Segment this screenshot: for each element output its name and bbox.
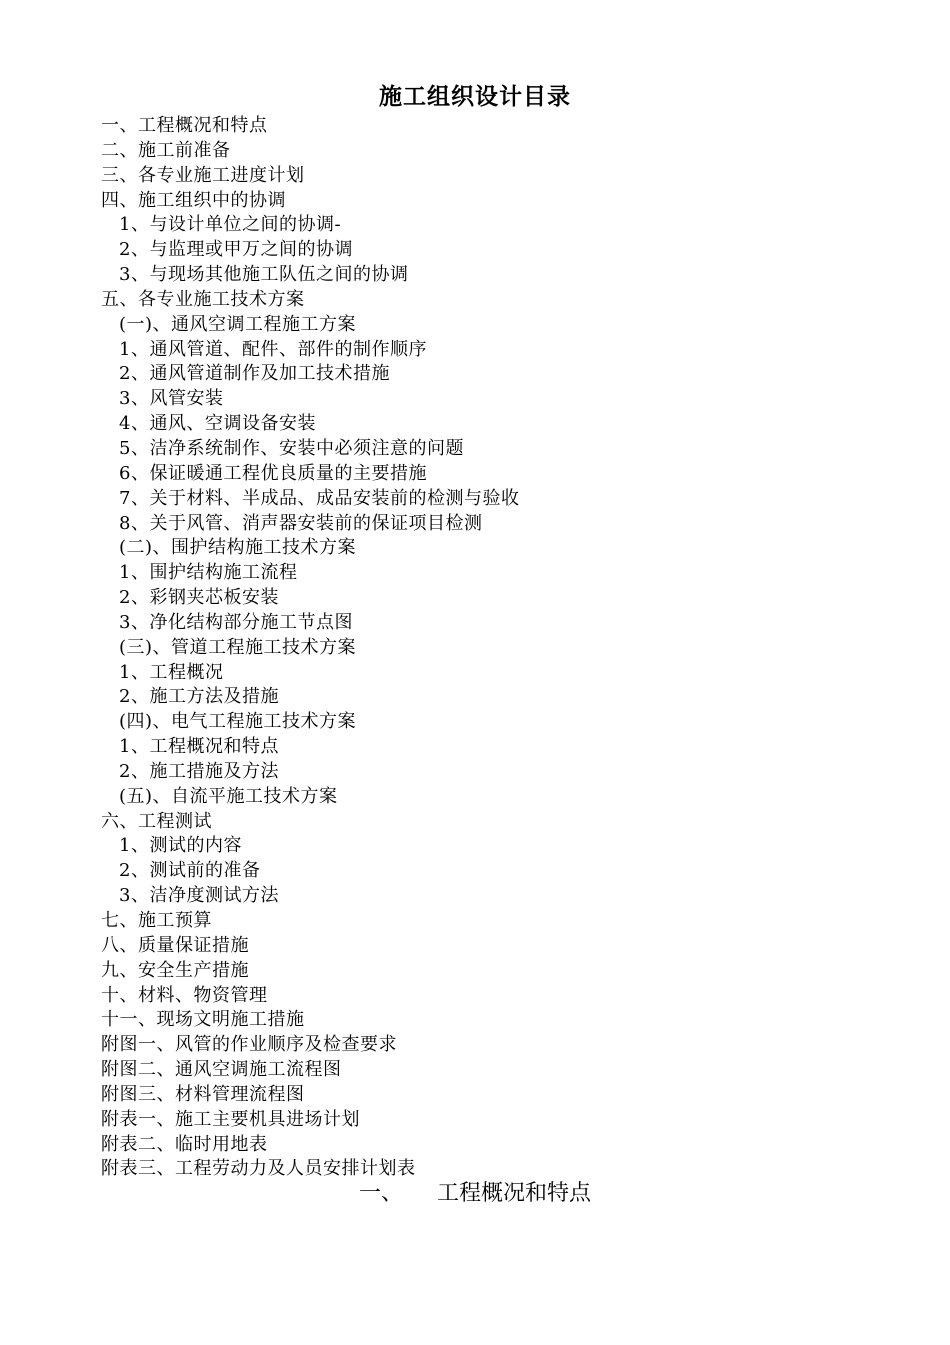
toc-subentry: 5、洁净系统制作、安装中必须注意的问题 xyxy=(119,437,464,459)
toc-entry: 附图三、材料管理流程图 xyxy=(101,1083,305,1105)
toc-subentry: 3、风管安装 xyxy=(119,388,224,410)
toc-entry: 附表一、施工主要机具进场计划 xyxy=(101,1108,360,1130)
toc-subentry: (一)、通风空调工程施工方案 xyxy=(119,313,357,335)
toc-entry: 附表三、工程劳动力及人员安排计划表 xyxy=(101,1158,416,1180)
toc-subentry: 6、保证暖通工程优良质量的主要措施 xyxy=(119,462,427,484)
toc-subentry: 2、彩钢夹芯板安装 xyxy=(119,587,279,609)
toc-entry: 三、各专业施工进度计划 xyxy=(101,164,305,186)
section-heading-number: 一、 xyxy=(358,1181,403,1206)
toc-subentry: 2、施工措施及方法 xyxy=(119,760,279,782)
toc-subentry: 2、施工方法及措施 xyxy=(119,686,279,708)
toc-entry: 六、工程测试 xyxy=(101,810,212,832)
toc-subentry: 8、关于风管、消声器安装前的保证项目检测 xyxy=(119,512,483,534)
toc-entry: 十一、现场文明施工措施 xyxy=(101,1009,305,1031)
toc-entry: 八、质量保证措施 xyxy=(101,934,249,956)
toc-entry: 二、施工前准备 xyxy=(101,139,231,161)
toc-subentry: 1、工程概况 xyxy=(119,661,224,683)
toc-title: 施工组织设计目录 xyxy=(379,84,571,110)
toc-subentry: (四)、电气工程施工技术方案 xyxy=(119,711,357,733)
toc-subentry: 3、洁净度测试方法 xyxy=(119,885,279,907)
toc-subentry: 3、与现场其他施工队伍之间的协调 xyxy=(119,264,409,286)
section-heading-title: 工程概况和特点 xyxy=(437,1181,592,1206)
toc-entry: 十、材料、物资管理 xyxy=(101,984,268,1006)
table-of-contents xyxy=(101,114,881,1182)
toc-entry: 四、施工组织中的协调 xyxy=(101,189,286,211)
toc-subentry: 7、关于材料、半成品、成品安装前的检测与验收 xyxy=(119,487,520,509)
toc-subentry: 3、净化结构部分施工节点图 xyxy=(119,611,353,633)
toc-entry: 附表二、临时用地表 xyxy=(101,1133,268,1155)
toc-entry: 附图一、风管的作业顺序及检查要求 xyxy=(101,1034,397,1056)
toc-subentry: (五)、自流平施工技术方案 xyxy=(119,785,338,807)
toc-subentry: 1、通风管道、配件、部件的制作顺序 xyxy=(119,338,427,360)
toc-subentry: 1、围护结构施工流程 xyxy=(119,562,298,584)
toc-entry: 七、施工预算 xyxy=(101,910,212,931)
toc-subentry: 2、与监理或甲万之间的协调 xyxy=(119,239,353,261)
toc-entry: 九、安全生产措施 xyxy=(101,959,249,981)
toc-subentry: 4、通风、空调设备安装 xyxy=(119,413,316,435)
toc-entry: 附图二、通风空调施工流程图 xyxy=(101,1059,342,1081)
toc-subentry: 2、测试前的准备 xyxy=(119,860,261,882)
section-heading xyxy=(0,1178,950,1210)
toc-subentry: 1、工程概况和特点 xyxy=(119,736,279,758)
toc-subentry: 2、通风管道制作及加工技术措施 xyxy=(119,363,390,385)
toc-subentry: (三)、管道工程施工技术方案 xyxy=(119,636,357,658)
toc-subentry: 1、测试的内容 xyxy=(119,835,242,857)
toc-entry: 一、工程概况和特点 xyxy=(101,115,268,136)
toc-subentry: (二)、围护结构施工技术方案 xyxy=(119,537,357,559)
toc-subentry: 1、与设计单位之间的协调- xyxy=(119,214,342,236)
toc-entry: 五、各专业施工技术方案 xyxy=(101,288,305,310)
